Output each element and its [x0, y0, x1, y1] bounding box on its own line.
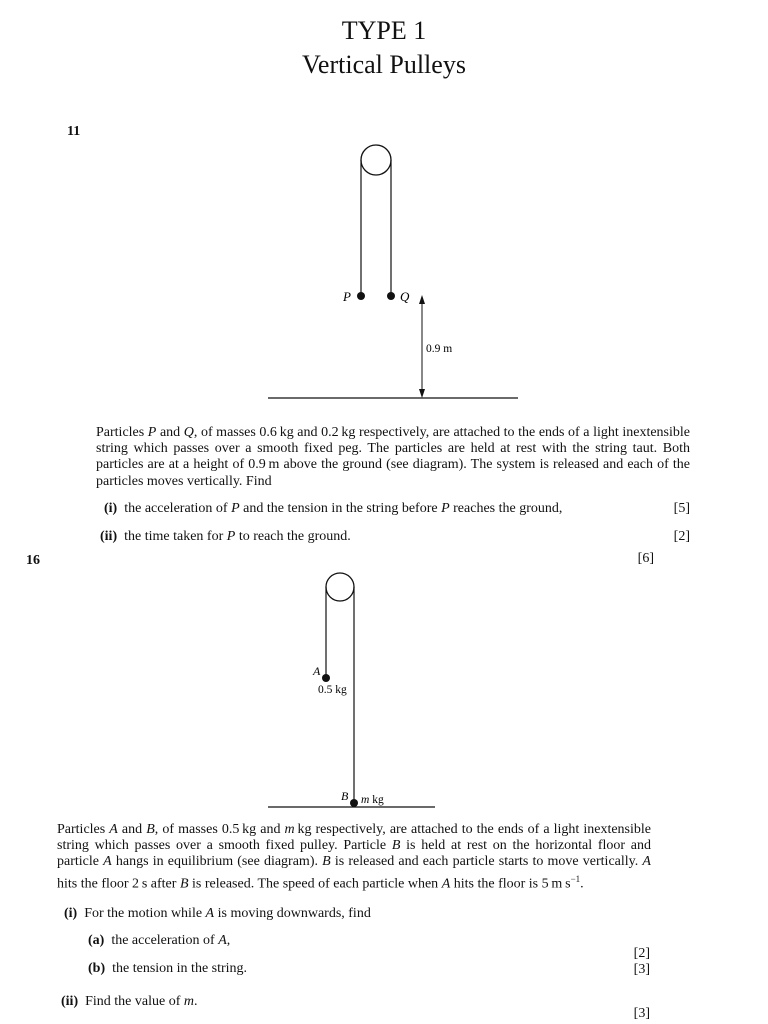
page-title-type: TYPE 1: [341, 16, 427, 45]
q11-peg: [361, 145, 391, 175]
question-number-11: 11: [67, 124, 81, 139]
q16-part-ii-text: Find the value of m.: [85, 994, 198, 1009]
q11-part-ii-marks: [2]: [673, 529, 690, 544]
q11-part-i-label: (i): [104, 501, 118, 516]
q16-mass-b: m kg: [361, 794, 384, 806]
q16-sub-a-label: (a): [88, 933, 105, 948]
q16-mass-a: 0.5 kg: [318, 684, 347, 696]
q16-part-i-label: (i): [64, 906, 78, 921]
q16-label-a: A: [313, 664, 321, 678]
q16-part-ii-marks: [3]: [633, 1006, 650, 1021]
q16-sub-b-marks: [3]: [633, 962, 650, 977]
q16-pulley-diagram: [0, 560, 768, 820]
q16-question-text: Particles A and B, of masses 0.5 kg and m kg respectively, are attached to the ends of a light inextensible string which passes over a smooth fixed pulley. Particle B is held at rest on the horizontal floor and particle A hangs in equilibrium (see diagram). B is released and each particle starts to move vertically. A hits the floor 2 s after B is released. The speed of each particle when A hits the floor is 5 m $s^{-1}$.: [57, 822, 651, 892]
q16-part-i: [64, 905, 624, 923]
q16-part-i-text: For the motion while A is moving downwards, find: [84, 906, 371, 921]
q11-part-i-marks: [5]: [673, 501, 690, 516]
q16-sub-a-text: the acceleration of A,: [111, 933, 231, 948]
page-title-topic: Vertical Pulleys: [302, 50, 466, 79]
q11-part-ii-label: (ii): [100, 529, 118, 544]
question-number-16: 16: [26, 553, 40, 568]
q16-particle-b: [350, 799, 358, 807]
q11-part-ii: [100, 528, 660, 546]
q16-label-b: B: [341, 789, 349, 803]
q16-particle-a: [322, 674, 330, 682]
q11-particle-p: [357, 292, 365, 300]
q11-arrow-head-up: [419, 295, 425, 304]
q11-part-i: [104, 500, 664, 518]
q16-sub-b-text: the tension in the string.: [112, 961, 248, 976]
q16-part-ii-label: (ii): [61, 994, 79, 1009]
q11-part-i-text: the acceleration of P and the tension in the string before P reaches the ground,: [124, 501, 563, 516]
q11-particle-q: [387, 292, 395, 300]
q16-sub-b: [88, 960, 608, 978]
q16-sub-a-marks: [2]: [633, 946, 650, 961]
q16-sub-b-label: (b): [88, 961, 106, 976]
q11-label-q: Q: [400, 289, 410, 304]
q11-question-text: Particles P and Q, of masses 0.6 kg and 0.2 kg respectively, are attached to the ends of a light inextensible string which passes over a smooth fixed peg. The particles are held at rest with the string taut. Both particles are at a height of 0.9 m above the ground (see diagram). The system is released and each of the particles moves vertically. Find: [96, 425, 690, 489]
q16-total-marks: [6]: [637, 551, 654, 566]
q11-label-p: P: [343, 289, 351, 304]
q11-arrow-head-down: [419, 389, 425, 398]
q16-pulley: [326, 573, 354, 601]
q11-part-ii-text: the time taken for P to reach the ground.: [124, 529, 351, 544]
q11-pulley-diagram: [0, 0, 768, 420]
q16-sub-a: [88, 932, 608, 950]
q11-height-label: 0.9 m: [426, 343, 453, 355]
q16-part-ii: [61, 993, 581, 1011]
